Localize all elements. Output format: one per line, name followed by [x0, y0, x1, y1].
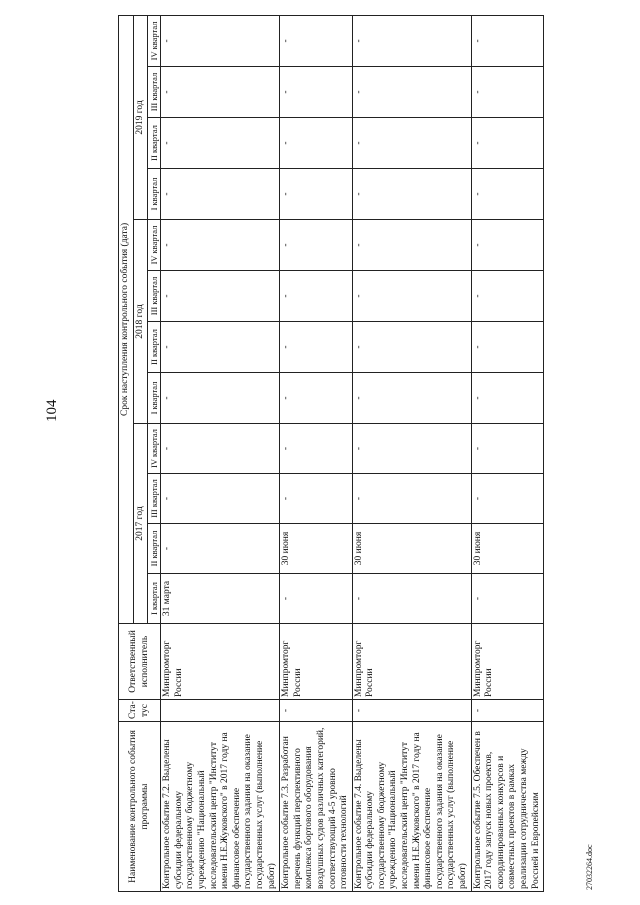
date-cell: -: [352, 67, 471, 118]
date-cell: -: [161, 524, 280, 574]
date-cell: -: [280, 373, 353, 424]
table-row: [471, 15, 544, 891]
table-row: [280, 15, 353, 891]
header-quarter: IV квартал: [148, 15, 161, 66]
header-executor: Ответственный исполнитель: [119, 624, 161, 700]
date-cell: 30 июня: [471, 524, 544, 574]
date-cell: 30 июня: [352, 524, 471, 574]
date-cell: -: [352, 271, 471, 322]
date-cell: -: [161, 322, 280, 373]
date-cell: 31 марта: [161, 574, 280, 624]
date-cell: 30 июня: [280, 524, 353, 574]
document-code: 27032264.doc: [585, 844, 594, 890]
date-cell: -: [352, 373, 471, 424]
date-cell: -: [161, 373, 280, 424]
header-date-group: Срок наступления контрольного события (дата): [119, 15, 134, 623]
date-cell: -: [471, 118, 544, 169]
date-cell: -: [471, 169, 544, 220]
date-cell: -: [280, 424, 353, 474]
rotated-table-container: [118, 16, 618, 892]
date-cell: -: [352, 574, 471, 624]
event-name-cell: Контрольное событие 7.2. Выделены субсидии федеральному государственному бюджетному учреждению "Национальный исследовательский центр "Институт имени Н.Е.Жуковского" в 2017 году на финансовое обеспечение государственного задания на оказание государственных услуг (выполнение работ): [161, 722, 280, 892]
date-cell: -: [352, 220, 471, 271]
header-year-2018: 2018 год: [133, 220, 148, 424]
date-cell: -: [471, 373, 544, 424]
date-cell: -: [280, 474, 353, 524]
date-cell: -: [471, 15, 544, 66]
status-cell: -: [471, 700, 544, 722]
header-year-2017: 2017 год: [133, 424, 148, 624]
header-quarter: III квартал: [148, 474, 161, 524]
date-cell: -: [161, 15, 280, 66]
header-event-name: Наименование контрольного события программы: [119, 722, 161, 892]
date-cell: -: [280, 15, 353, 66]
header-quarter: I квартал: [148, 169, 161, 220]
date-cell: -: [161, 118, 280, 169]
status-cell: [161, 700, 280, 722]
date-cell: -: [280, 67, 353, 118]
header-quarter: II квартал: [148, 322, 161, 373]
date-cell: -: [352, 322, 471, 373]
date-cell: -: [471, 220, 544, 271]
date-cell: -: [280, 322, 353, 373]
date-cell: -: [161, 474, 280, 524]
date-cell: -: [161, 424, 280, 474]
header-quarter: III квартал: [148, 67, 161, 118]
date-cell: -: [280, 271, 353, 322]
date-cell: -: [471, 574, 544, 624]
date-cell: -: [352, 169, 471, 220]
date-cell: -: [280, 169, 353, 220]
date-cell: -: [471, 474, 544, 524]
executor-cell: Минпромторг России: [471, 624, 544, 700]
header-quarter: IV квартал: [148, 220, 161, 271]
date-cell: -: [471, 67, 544, 118]
date-cell: -: [352, 474, 471, 524]
date-cell: -: [161, 220, 280, 271]
status-cell: -: [352, 700, 471, 722]
date-cell: -: [471, 271, 544, 322]
table-row: [161, 15, 280, 891]
date-cell: -: [471, 322, 544, 373]
executor-cell: Минпромторг России: [280, 624, 353, 700]
header-status: Ста-тус: [119, 700, 161, 722]
date-cell: -: [161, 67, 280, 118]
header-quarter: IV квартал: [148, 424, 161, 474]
date-cell: -: [280, 574, 353, 624]
date-cell: -: [280, 220, 353, 271]
date-cell: -: [161, 271, 280, 322]
event-name-cell: Контрольное событие 7.3. Разработан перечень функций перспективного комплекса бортового оборудования воздушных судов различных категорий, соответствующий 4-5 уровню готовности технологий: [280, 722, 353, 892]
header-quarter: I квартал: [148, 574, 161, 624]
event-name-cell: Контрольное событие 7.5. Обеспечен в 2017 году запуск новых проектов, скоординированных конкурсов и совместных проектов в рамках реализации сотрудничества между Россией и Европейским: [471, 722, 544, 892]
header-quarter: II квартал: [148, 118, 161, 169]
date-cell: -: [352, 118, 471, 169]
control-events-table: [118, 15, 544, 892]
date-cell: -: [161, 169, 280, 220]
executor-cell: Минпромторг России: [352, 624, 471, 700]
date-cell: -: [352, 424, 471, 474]
event-name-cell: Контрольное событие 7.4. Выделены субсидии федеральному государственному бюджетному учреждению "Национальный исследовательский центр "Институт имени Н.Е.Жуковского" в 2017 году на финансовое обеспечение государственного задания на оказание государственных услуг (выполнение работ): [352, 722, 471, 892]
header-quarter: III квартал: [148, 271, 161, 322]
date-cell: -: [352, 15, 471, 66]
header-quarter: II квартал: [148, 524, 161, 574]
date-cell: -: [471, 424, 544, 474]
table-row: [352, 15, 471, 891]
status-cell: -: [280, 700, 353, 722]
page-number: 104: [44, 399, 60, 422]
executor-cell: Минпромторг России: [161, 624, 280, 700]
date-cell: -: [280, 118, 353, 169]
header-year-2019: 2019 год: [133, 15, 148, 219]
header-quarter: I квартал: [148, 373, 161, 424]
